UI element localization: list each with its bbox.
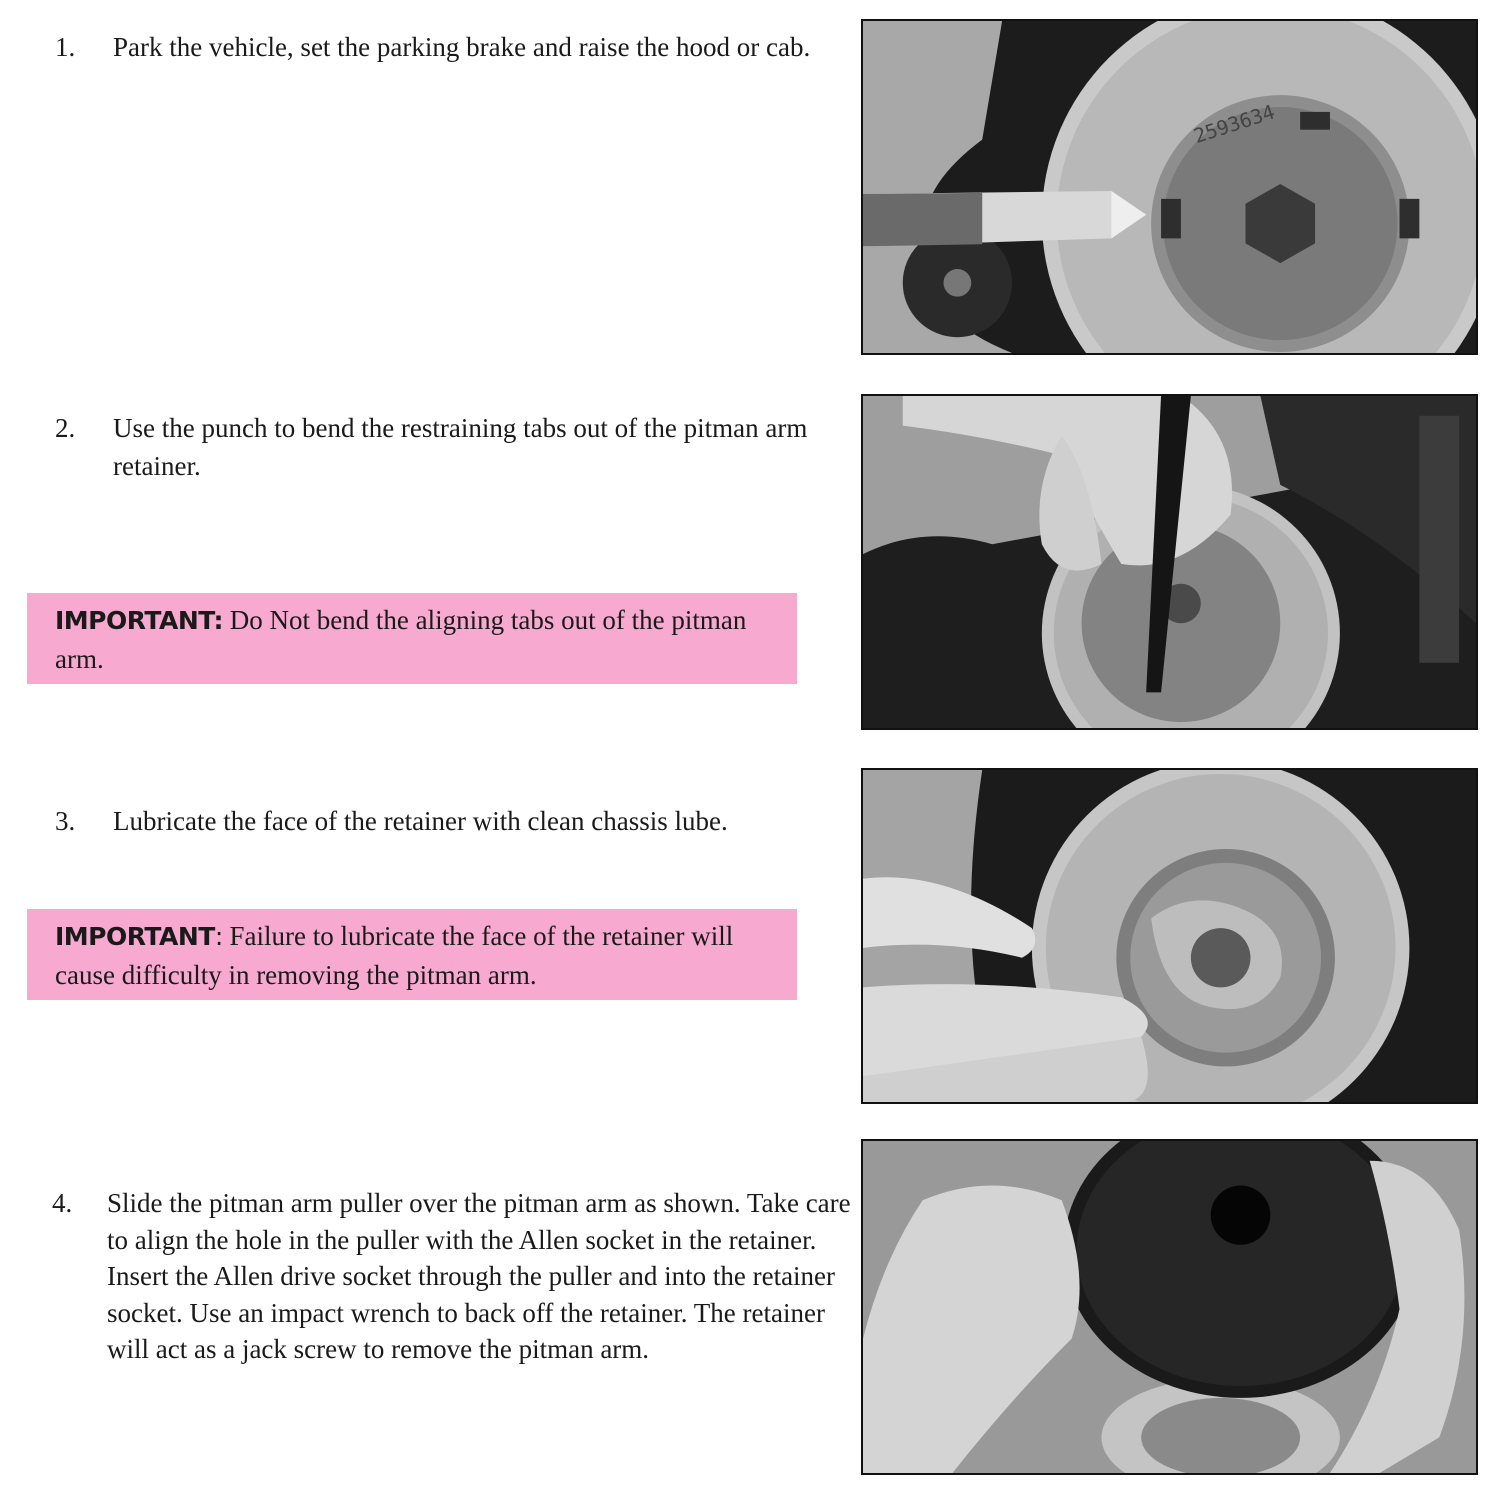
important-note-1 <box>27 593 797 684</box>
step-4 <box>52 1185 862 1415</box>
step-number: 4. <box>52 1188 73 1218</box>
important-separator: : <box>214 922 223 951</box>
step-text: Slide the pitman arm puller over the pitman arm as shown. Take care to align the hole in the puller with the Allen socket in the retainer. Insert the Allen drive socket through the puller and into the retainer socket. Use an impact wrench to back off the retainer. The retainer will act as a jack screw to remove the pitman arm. <box>107 1188 851 1364</box>
step-3 <box>55 802 855 882</box>
step-number: 2. <box>55 413 76 443</box>
step-text: Park the vehicle, set the parking brake and raise the hood or cab. <box>113 32 811 62</box>
part-number-stamp: 2593634 <box>1190 100 1278 149</box>
step-2 <box>55 409 855 489</box>
photo-lubricating-retainer <box>861 768 1478 1104</box>
step-text: Use the punch to bend the restraining tabs out of the pitman arm retainer. <box>113 413 808 481</box>
note-text: Do Not bend the aligning tabs out of the pitman arm. <box>55 605 747 674</box>
photo-bending-tabs <box>861 394 1478 730</box>
step-number: 1. <box>55 32 76 62</box>
photo-pitman-arm-puller <box>861 1139 1478 1475</box>
important-separator: : <box>213 606 223 635</box>
important-label: IMPORTANT <box>55 606 214 635</box>
step-number: 3. <box>55 806 76 836</box>
step-1 <box>55 28 855 108</box>
important-label: IMPORTANT <box>55 922 215 951</box>
note-text: Failure to lubricate the face of the retainer will cause difficulty in removing the pitman arm. <box>55 921 734 990</box>
photo-punch-on-retainer <box>861 19 1478 355</box>
step-text: Lubricate the face of the retainer with clean chassis lube. <box>113 806 728 836</box>
important-note-2 <box>27 909 797 1000</box>
